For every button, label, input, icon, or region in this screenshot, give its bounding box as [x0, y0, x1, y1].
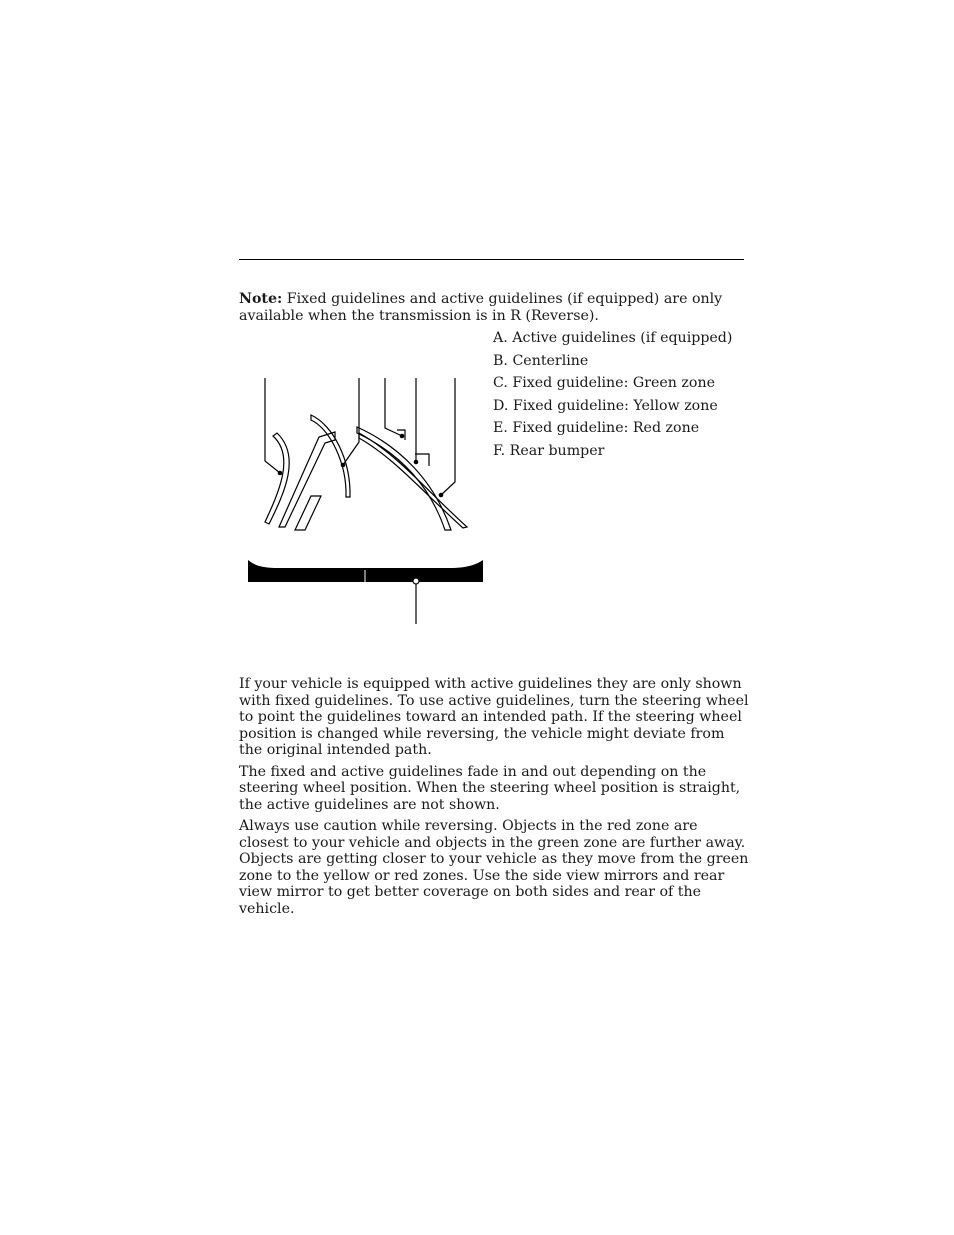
fixed-guideline-left-inner	[295, 496, 321, 530]
paragraph-active-guidelines: If your vehicle is equipped with active guidelines they are only shown with fixed guidelines. To use active guidelines, turn the steering wheel to point the guidelines toward an intended path. If the steering wheel position is changed while reversing, the vehicle might deviate from the original intended path.	[239, 676, 749, 758]
legend-item-e: E. Fixed guideline: Red zone	[493, 420, 700, 437]
paragraph-fade: The fixed and active guidelines fade in and out depending on the steering wheel position. When the steering wheel position is straight, the active guidelines are not shown.	[239, 763, 741, 813]
body-text	[239, 676, 749, 922]
callout-dots	[278, 434, 444, 498]
fixed-guideline-right	[357, 427, 451, 530]
active-guideline	[265, 433, 289, 524]
paragraph-caution: Always use caution while reversing. Objects in the red zone are closest to your vehicle and objects in the green zone are further away. Objects are getting closer to your vehicle as they move from the green zone to the yellow or red zones. Use the side view mirrors and rear view mirror to get better coverage on both sides and rear of the vehicle.	[239, 818, 749, 917]
guidelines-diagram	[239, 370, 489, 630]
note-text: Fixed guidelines and active guidelines (if equipped) are only available when the transmission is in R (Reverse).	[239, 291, 723, 324]
callout-lines	[265, 378, 455, 495]
note-label: Note:	[239, 291, 283, 307]
legend-item-f: F. Rear bumper	[493, 442, 605, 459]
note-paragraph	[239, 291, 749, 324]
centerline-band	[311, 415, 350, 497]
figure-legend	[493, 329, 732, 465]
legend-item-c: C. Fixed guideline: Green zone	[493, 375, 715, 392]
legend-item-a: A. Active guidelines (if equipped)	[493, 330, 733, 346]
bumper-callout-dot	[413, 578, 419, 584]
fixed-guideline-right-outer	[359, 433, 467, 528]
legend-item-b: B. Centerline	[493, 352, 589, 369]
legend-item-d: D. Fixed guideline: Yellow zone	[493, 397, 718, 414]
header-rule	[239, 259, 744, 260]
